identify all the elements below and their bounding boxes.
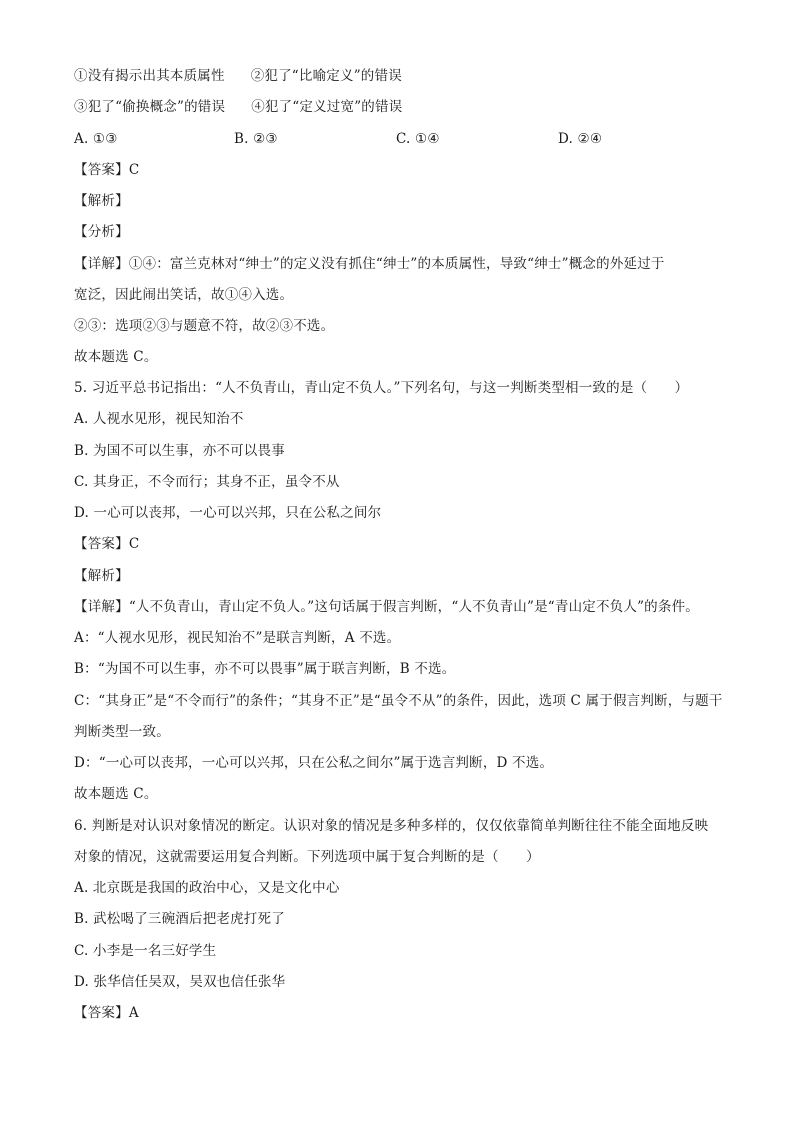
answer-tag: 【答案】 (74, 536, 129, 552)
answer-tag: 【答案】 (74, 1005, 129, 1021)
q4-option-b: B. ②③ (234, 131, 278, 147)
q4-answer (74, 160, 722, 180)
q4-statements-row2 (74, 97, 722, 117)
detail-tag: 【详解】 (74, 599, 129, 615)
q6-answer (74, 1003, 722, 1023)
q6-option-a: A. 北京既是我国的政治中心，又是文化中心 (74, 880, 340, 896)
q4-fenxi-tag: 【分析】 (74, 224, 129, 240)
q5-line-c2: 判断类型一致。 (74, 724, 170, 740)
q6-stem-line2: 对象的情况，这就需要运用复合判断。下列选项中属于复合判断的是（ ） (74, 849, 540, 865)
q4-statements-row1 (74, 66, 722, 86)
q4-options (74, 129, 722, 149)
detail-text: “人不负青山，青山定不负人。”这句话属于假言判断，“人不负青山”是“青山定不负人”的条件。 (128, 599, 699, 615)
q4-statement-4: ④犯了“定义过宽”的错误 (251, 99, 403, 115)
q5-conclusion: 故本题选 C。 (74, 786, 158, 802)
q4-conclusion: 故本题选 C。 (74, 349, 158, 365)
q6-option-b: B. 武松喝了三碗酒后把老虎打死了 (74, 911, 285, 927)
q5-analysis-tag: 【解析】 (74, 568, 129, 584)
q4-option-d: D. ②④ (558, 131, 603, 147)
q5-line-d: D：“一心可以丧邦，一心可以兴邦，只在公私之间尔”属于选言判断，D 不选。 (74, 755, 554, 771)
q4-statement-2: ②犯了“比喻定义”的错误 (250, 68, 402, 84)
q5-line-a: A：“人视水见形，视民知治不”是联言判断，A 不选。 (74, 630, 401, 646)
q4-detail-line3: ②③：选项②③与题意不符，故②③不选。 (74, 318, 335, 334)
answer-value: C (128, 162, 140, 178)
q5-line-c1: C：“其身正”是“不令而行”的条件；“其身不正”是“虽令不从”的条件，因此，选项 C 属于假言判断，与题干 (74, 693, 723, 709)
detail-text: ①④：富兰克林对“绅士”的定义没有抓住“绅士”的本质属性，导致“绅士”概念的外延过于 (128, 256, 665, 272)
q5-option-b: B. 为国不可以生事，亦不可以畏事 (74, 443, 285, 459)
q5-line-b: B：“为国不可以生事，亦不可以畏事”属于联言判断，B 不选。 (74, 661, 456, 677)
q5-option-c: C. 其身正，不令而行；其身不正，虽令不从 (74, 474, 340, 490)
q5-stem: 5. 习近平总书记指出：“人不负青山，青山定不负人。”下列名句，与这一判断类型相一致的是（ ） (74, 380, 689, 396)
q4-option-a: A. ①③ (74, 131, 118, 147)
q6-stem-line1: 6. 判断是对认识对象情况的断定。认识对象的情况是多种多样的，仅仅依靠简单判断往往不能全面地反映 (74, 818, 709, 834)
q4-statement-1: ①没有揭示出其本质属性 (74, 68, 225, 84)
answer-value: A (128, 1005, 139, 1021)
q5-option-d: D. 一心可以丧邦，一心可以兴邦，只在公私之间尔 (74, 505, 382, 521)
answer-value: C (128, 536, 140, 552)
q5-detail-line1 (74, 597, 722, 617)
answer-tag: 【答案】 (74, 162, 129, 178)
detail-tag: 【详解】 (74, 256, 129, 272)
q4-analysis-tag: 【解析】 (74, 193, 129, 209)
q4-detail-line2: 宽泛，因此闹出笑话，故①④入选。 (74, 287, 294, 303)
q6-option-d: D. 张华信任吴双，吴双也信任张华 (74, 974, 286, 990)
q5-option-a: A. 人视水见形，视民知治不 (74, 411, 244, 427)
q4-detail-line1 (74, 254, 722, 274)
q4-statement-3: ③犯了“偷换概念”的错误 (74, 99, 226, 115)
q5-answer (74, 534, 722, 554)
q4-option-c: C. ①④ (396, 131, 440, 147)
q6-option-c: C. 小李是一名三好学生 (74, 943, 217, 959)
